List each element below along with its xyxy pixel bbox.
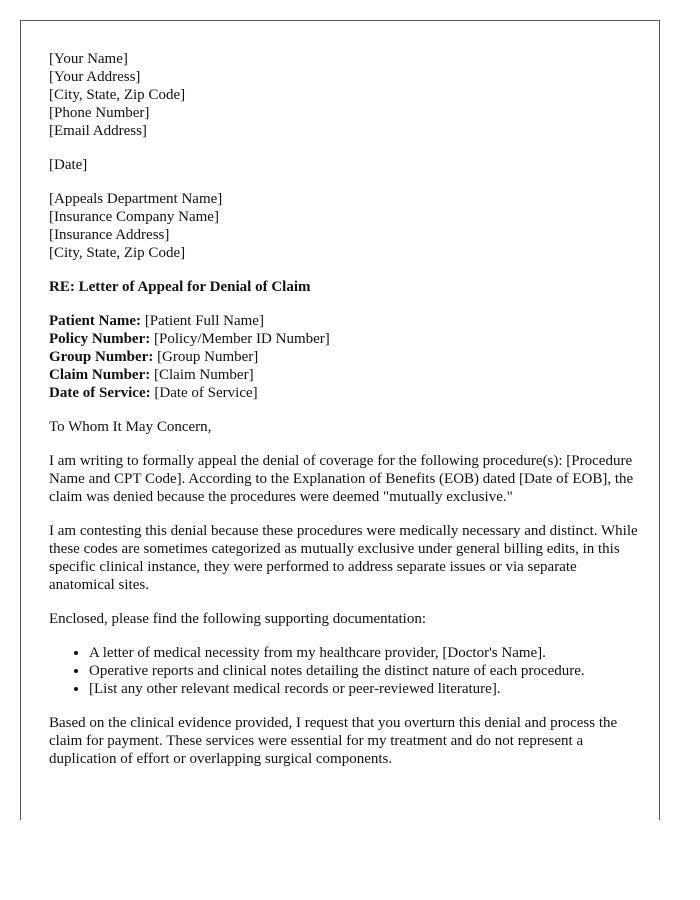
recipient-department: [Appeals Department Name] — [49, 191, 223, 207]
recipient-company: [Insurance Company Name] — [49, 209, 219, 225]
recipient-city-state-zip: [City, State, Zip Code] — [49, 245, 186, 261]
list-item: • A letter of medical necessity from my healthcare provider, [Doctor's Name]. — [89, 644, 639, 662]
paragraph-contesting: I am contesting this denial because these procedures were medically necessary and distinct. While these codes are sometimes categorized as mutually exclusive under general billing edits, in this specific clinical instance, they were performed to address separate issues or via separate anatomical sites. — [49, 523, 638, 593]
salutation: To Whom It May Concern, — [49, 419, 212, 435]
field-label: Patient Name: — [49, 313, 142, 329]
claim-field-patient-name — [49, 312, 639, 330]
claim-field-group-number — [49, 348, 639, 366]
subject-line: RE: Letter of Appeal for Denial of Claim — [49, 279, 311, 295]
supporting-documents-list — [49, 644, 639, 698]
sender-city-state-zip: [City, State, Zip Code] — [49, 87, 186, 103]
recipient-address-block — [49, 190, 639, 262]
field-value: [Claim Number] — [154, 367, 254, 383]
paragraph-enclosed: Enclosed, please find the following supporting documentation: — [49, 611, 427, 627]
claim-field-date-of-service — [49, 384, 639, 402]
field-value: [Date of Service] — [154, 385, 258, 401]
date-text: [Date] — [49, 157, 88, 173]
field-value: [Policy/Member ID Number] — [153, 331, 330, 347]
field-label: Date of Service: — [49, 385, 151, 401]
recipient-address: [Insurance Address] — [49, 227, 170, 243]
claim-field-claim-number — [49, 366, 639, 384]
claim-details-block — [49, 312, 639, 402]
sender-name: [Your Name] — [49, 51, 128, 67]
list-item: • Operative reports and clinical notes detailing the distinct nature of each procedure. — [89, 662, 639, 680]
sender-email: [Email Address] — [49, 123, 147, 139]
paragraph-request: Based on the clinical evidence provided, I request that you overturn this denial and process the claim for payment. These services were essential for my treatment and do not represent a duplication of effort or overlapping surgical components. — [49, 715, 618, 767]
field-value: [Patient Full Name] — [144, 313, 264, 329]
list-item: • [List any other relevant medical records or peer-reviewed literature]. — [89, 680, 639, 698]
sender-address-block — [49, 50, 639, 140]
letter-date — [49, 156, 639, 174]
sender-address: [Your Address] — [49, 69, 141, 85]
sender-phone: [Phone Number] — [49, 105, 150, 121]
field-label: Claim Number: — [49, 367, 151, 383]
field-label: Policy Number: — [49, 331, 151, 347]
paragraph-appeal-intro: I am writing to formally appeal the denial of coverage for the following procedure(s): [Procedure Name and CPT Code]. According to the Explanation of Benefits (EOB) dated [Date of EOB], the claim was denied because the procedures were deemed "mutually exclusive." — [49, 453, 634, 505]
field-label: Group Number: — [49, 349, 154, 365]
claim-field-policy-number — [49, 330, 639, 348]
field-value: [Group Number] — [157, 349, 259, 365]
letter-page — [20, 20, 660, 820]
letter-content — [49, 50, 639, 784]
